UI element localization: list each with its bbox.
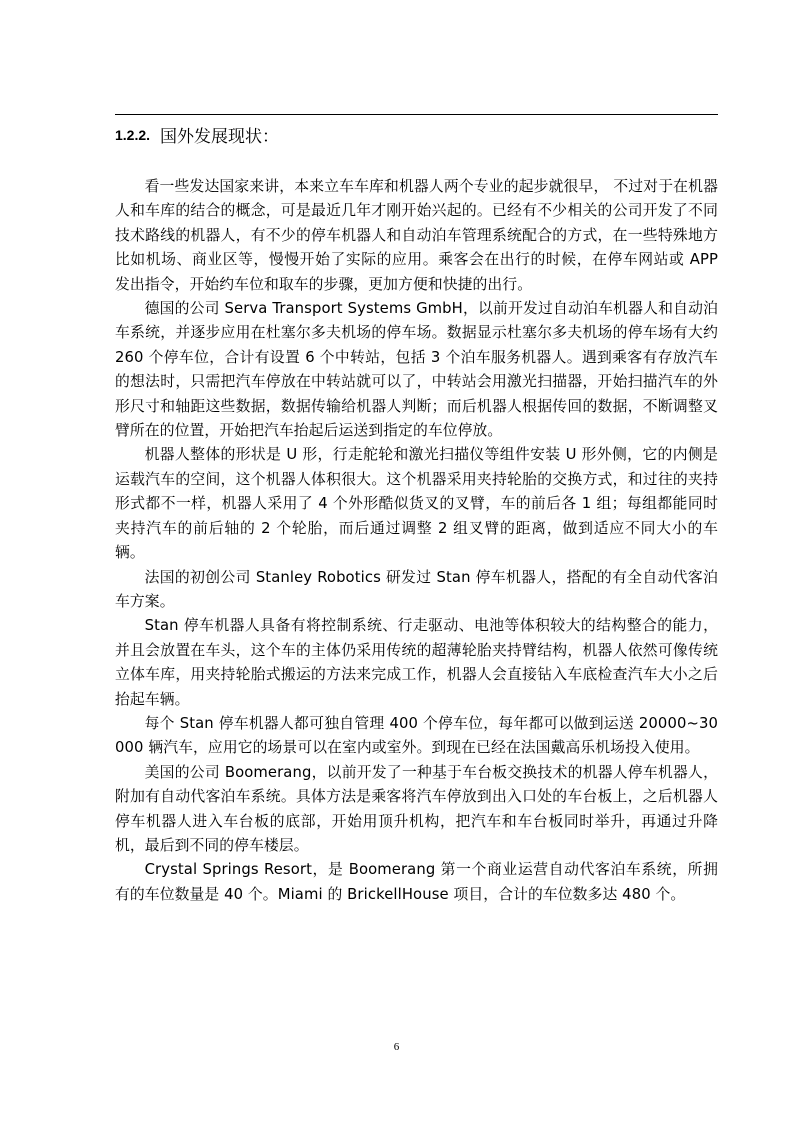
paragraph: 美国的公司 Boomerang，以前开发了一种基于车台板交换技术的机器人停车机器人，附加有自动代客泊车系统。具体方法是乘客将汽车停放到出入口处的车台板上，之后机器人停车机器人进入车台板的底部，开始用顶升机构，把汽车和车台板同时举升，再通过升降机，最后到不同的停车楼层。 <box>115 763 718 854</box>
paragraph: 看一些发达国家来讲，本来立车车库和机器人两个专业的起步就很早， 不过对于在机器人和车库的结合的概念，可是最近几年才刚开始兴起的。已经有不少相关的公司开发了不同技术路线的机器人，有不少的停车机器人和自动泊车管理系统配合的方式，在一些特殊地方比如机场、商业区等，慢慢开始了实际的应用。乘客会在出行的时候，在停车网站或 APP 发出指令，开始约车位和取车的步骤，更加方便和快捷的出行。 <box>115 178 718 293</box>
section-heading <box>115 122 279 152</box>
body-text <box>115 175 718 907</box>
header-rule <box>115 114 718 115</box>
section-title: 国外发展现状： <box>160 127 280 147</box>
paragraph: 每个 Stan 停车机器人都可独自管理 400 个停车位，每年都可以做到运送 20000~30000 辆汽车，应用它的场景可以在室内或室外。到现在已经在法国戴高乐机场投入使用。 <box>115 714 718 757</box>
paragraph: 德国的公司 Serva Transport Systems GmbH，以前开发过自动泊车机器人和自动泊车系统，并逐步应用在杜塞尔多夫机场的停车场。数据显示杜塞尔多夫机场的停车场有大约 260 个停车位，合计有设置 6 个中转站，包括 3 个泊车服务机器人。遇到乘客有存放汽车的想法时，只需把汽车停放在中转站就可以了，中转站会用激光扫描器，开始扫描汽车的外形尺寸和轴距这些数据，数据传输给机器人判断；而后机器人根据传回的数据，不断调整叉臂所在的位置，开始把汽车抬起后运送到指定的车位停放。 <box>115 300 718 440</box>
section-number: 1.2.2. <box>115 126 151 143</box>
paragraph: Crystal Springs Resort，是 Boomerang 第一个商业运营自动代客泊车系统，所拥有的车位数量是 40 个。Miami 的 BrickellHouse 项目，合计的车位数多达 480 个。 <box>115 861 718 903</box>
paragraph: Stan 停车机器人具备有将控制系统、行走驱动、电池等体积较大的结构整合的能力，并且会放置在车头，这个车的主体仍采用传统的超薄轮胎夹持臂结构，机器人依然可像传统立体车库，用夹持轮胎式搬运的方法来完成工作，机器人会直接钻入车底检查汽车大小之后抬起车辆。 <box>115 617 718 708</box>
page-number: 6 <box>393 1041 400 1053</box>
paragraph: 法国的初创公司 Stanley Robotics 研发过 Stan 停车机器人，搭配的有全自动代客泊车方案。 <box>115 568 718 610</box>
paragraph: 机器人整体的形状是 U 形，行走舵轮和激光扫描仪等组件安装 U 形外侧，它的内侧是运载汽车的空间，这个机器人体积很大。这个机器采用夹持轮胎的交换方式，和过往的夹持形式都不一样，机器人采用了 4 个外形酷似货叉的叉臂，车的前后各 1 组；每组都能同时夹持汽车的前后轴的 2 个轮胎，而后通过调整 2 组叉臂的距离，做到适应不同大小的车辆。 <box>115 446 718 562</box>
